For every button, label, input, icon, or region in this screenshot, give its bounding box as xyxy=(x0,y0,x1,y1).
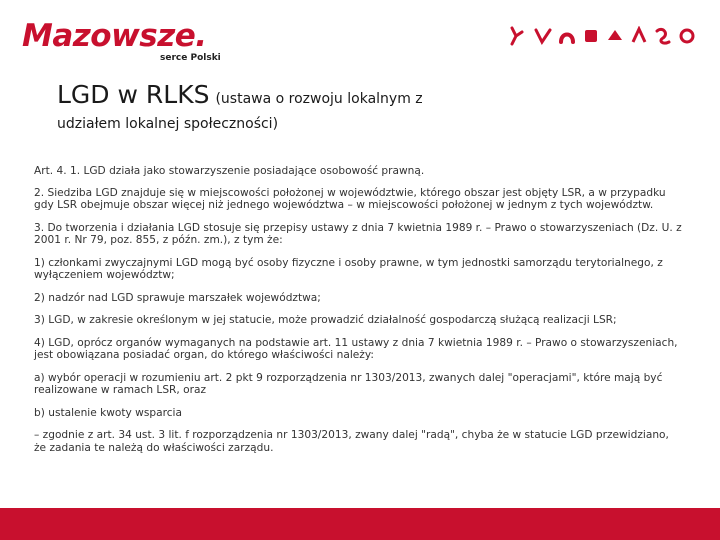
paragraph: 4) LGD, oprócz organów wymaganych na podstawie art. 11 ustawy z dnia 7 kwietnia 1989 r. – Prawo o stowarzyszeniach, jest obowiązana posiadać organ, do którego właściwości należy: xyxy=(34,336,678,361)
paragraph: 2) nadzór nad LGD sprawuje marszałek województwa; xyxy=(34,291,321,304)
figure-icon xyxy=(582,26,600,46)
mazowsze-logo xyxy=(22,18,232,68)
paragraph: – zgodnie z art. 34 ust. 3 lit. f rozporządzenia nr 1303/2013, zwany dalej "radą", chyba że w statucie LGD przewidziano, że zadania te należą do właściwości zarządu. xyxy=(34,429,669,454)
paragraph: 3. Do tworzenia i działania LGD stosuje się przepisy ustawy z dnia 7 kwietnia 1989 r. – Prawo o stowarzyszeniach (Dz. U. z 2001 r. Nr 79, poz. 855, z późn. zm.), z tym że: xyxy=(34,221,682,246)
logo-tagline: serce Polski xyxy=(160,53,221,63)
figure-icon xyxy=(678,26,696,46)
figure-icon xyxy=(654,26,672,46)
paragraph: b) ustalenie kwoty wsparcia xyxy=(34,406,182,419)
paragraph: 3) LGD, w zakresie określonym w jej statucie, może prowadzić działalność gospodarczą służącą realizacji LSR; xyxy=(34,314,617,326)
figure-icon xyxy=(510,26,528,46)
figure-icon xyxy=(558,26,576,46)
paragraph: a) wybór operacji w rozumieniu art. 2 pkt 9 rozporządzenia nr 1303/2013, zwanych dalej "operacjami", które mają być realizowane w ramach LSR, oraz xyxy=(34,371,663,396)
slide-title-suffix: (ustawa o rozwoju lokalnym z xyxy=(215,91,423,107)
paragraph: 2. Siedziba LGD znajduje się w miejscowości położonej w województwie, którego obszar jest objęty LSR, a w przypadku gdy LSR obejmuje obszar więcej niż jednego województwa – w miejscowości położonej w jednym z tych województw. xyxy=(34,186,666,211)
figure-icon xyxy=(606,26,624,46)
footer-bar xyxy=(0,508,720,540)
paragraph: Art. 4. 1. LGD działa jako stowarzyszenie posiadające osobowość prawną. xyxy=(34,165,425,177)
slide-subtitle: udziałem lokalnej społeczności) xyxy=(57,116,279,132)
figure-icon xyxy=(534,26,552,46)
slide-title xyxy=(57,80,423,109)
slide-title-main: LGD w RLKS xyxy=(57,80,210,109)
partner-logo xyxy=(510,26,696,46)
paragraph: 1) członkami zwyczajnymi LGD mogą być osoby fizyczne i osoby prawne, w tym jednostki samorządu terytorialnego, z wyłączeniem województw; xyxy=(34,256,663,281)
figure-icon xyxy=(630,26,648,46)
logo-wordmark: Mazowsze. xyxy=(22,18,207,54)
slide-body xyxy=(34,165,684,464)
